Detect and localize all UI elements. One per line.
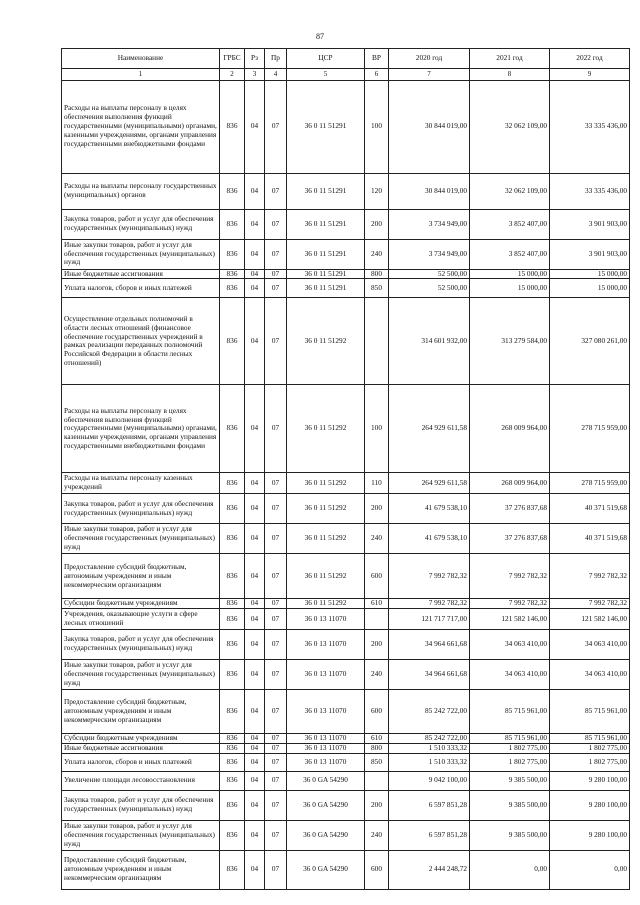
table-row — [62, 743, 630, 753]
amount-2020: 34 964 661,68 — [389, 629, 470, 659]
rz-cell: 04 — [245, 771, 265, 790]
column-number: 1 — [62, 69, 220, 81]
grbs-cell: 836 — [220, 80, 245, 173]
column-number-row — [62, 69, 630, 81]
table-row — [62, 790, 630, 820]
header-2022: 2022 год — [550, 49, 630, 69]
amount-2022: 33 335 436,00 — [550, 80, 630, 173]
amount-2022: 85 715 961,00 — [550, 733, 630, 743]
table-row — [62, 599, 630, 609]
grbs-cell: 836 — [220, 239, 245, 269]
table-row — [62, 850, 630, 889]
grbs-cell: 836 — [220, 173, 245, 209]
csr-cell: 36 0 11 51292 — [287, 494, 365, 524]
row-name: Предоставление субсидий бюджетным, автономным учреждениям и иным некоммерческим организациям — [62, 850, 220, 889]
pr-cell: 07 — [265, 269, 287, 279]
amount-2021: 37 276 837,68 — [470, 524, 550, 554]
row-name: Закупка товаров, работ и услуг для обеспечения государственных (муниципальных) нужд — [62, 494, 220, 524]
amount-2021: 1 802 775,00 — [470, 743, 550, 753]
table-row — [62, 385, 630, 473]
amount-2020: 264 929 611,58 — [389, 385, 470, 473]
table-row — [62, 609, 630, 630]
vr-cell: 600 — [365, 689, 389, 733]
rz-cell: 04 — [245, 609, 265, 630]
rz-cell: 04 — [245, 629, 265, 659]
grbs-cell: 836 — [220, 689, 245, 733]
pr-cell: 07 — [265, 659, 287, 689]
csr-cell: 36 0 13 11070 — [287, 733, 365, 743]
pr-cell: 07 — [265, 239, 287, 269]
page-number: 87 — [316, 32, 324, 41]
rz-cell: 04 — [245, 473, 265, 494]
csr-cell: 36 0 11 51291 — [287, 173, 365, 209]
amount-2021: 268 009 964,00 — [470, 473, 550, 494]
rz-cell: 04 — [245, 269, 265, 279]
pr-cell: 07 — [265, 173, 287, 209]
amount-2021: 9 385 500,00 — [470, 790, 550, 820]
amount-2020: 2 444 248,72 — [389, 850, 470, 889]
vr-cell: 240 — [365, 239, 389, 269]
pr-cell: 07 — [265, 609, 287, 630]
column-number: 3 — [245, 69, 265, 81]
amount-2021: 34 063 410,00 — [470, 659, 550, 689]
amount-2022: 9 280 100,00 — [550, 790, 630, 820]
row-name: Уплата налогов, сборов и иных платежей — [62, 279, 220, 298]
row-name: Расходы на выплаты персоналу в целях обеспечения выполнения функций государственными (муниципальными) органами, казенными учреждениями, органами управления государственными внебюджетными фондами — [62, 385, 220, 473]
amount-2021: 3 852 407,00 — [470, 239, 550, 269]
pr-cell: 07 — [265, 494, 287, 524]
row-name: Расходы на выплаты персоналу государственных (муниципальных) органов — [62, 173, 220, 209]
amount-2021: 7 992 782,32 — [470, 599, 550, 609]
pr-cell: 07 — [265, 209, 287, 239]
grbs-cell: 836 — [220, 820, 245, 850]
csr-cell: 36 0 GA 54290 — [287, 771, 365, 790]
table-row — [62, 269, 630, 279]
amount-2022: 1 802 775,00 — [550, 753, 630, 771]
grbs-cell: 836 — [220, 850, 245, 889]
pr-cell: 07 — [265, 850, 287, 889]
amount-2021: 15 000,00 — [470, 269, 550, 279]
amount-2022: 40 371 519,68 — [550, 524, 630, 554]
amount-2020: 314 601 932,00 — [389, 298, 470, 385]
csr-cell: 36 0 GA 54290 — [287, 790, 365, 820]
rz-cell: 04 — [245, 659, 265, 689]
rz-cell: 04 — [245, 554, 265, 599]
rz-cell: 04 — [245, 239, 265, 269]
rz-cell: 04 — [245, 733, 265, 743]
amount-2020: 121 717 717,00 — [389, 609, 470, 630]
row-name: Осуществление отдельных полномочий в области лесных отношений (финансовое обеспечение государственных учреждений в рамках реализации переданных полномочий Российской Федерации в области лесных отношений) — [62, 298, 220, 385]
column-number: 9 — [550, 69, 630, 81]
amount-2021: 85 715 961,00 — [470, 689, 550, 733]
amount-2021: 32 062 109,00 — [470, 80, 550, 173]
row-name: Иные бюджетные ассигнования — [62, 269, 220, 279]
amount-2020: 34 964 661,68 — [389, 659, 470, 689]
pr-cell: 07 — [265, 753, 287, 771]
csr-cell: 36 0 11 51292 — [287, 599, 365, 609]
csr-cell: 36 0 13 11070 — [287, 629, 365, 659]
pr-cell: 07 — [265, 790, 287, 820]
amount-2022: 7 992 782,32 — [550, 554, 630, 599]
pr-cell: 07 — [265, 599, 287, 609]
rz-cell: 04 — [245, 850, 265, 889]
table-row — [62, 753, 630, 771]
grbs-cell: 836 — [220, 599, 245, 609]
header-vr: ВР — [365, 49, 389, 69]
amount-2021: 34 063 410,00 — [470, 629, 550, 659]
vr-cell: 600 — [365, 554, 389, 599]
vr-cell: 800 — [365, 743, 389, 753]
csr-cell: 36 0 11 51291 — [287, 80, 365, 173]
csr-cell: 36 0 13 11070 — [287, 689, 365, 733]
amount-2020: 6 597 851,28 — [389, 790, 470, 820]
amount-2021: 85 715 961,00 — [470, 733, 550, 743]
table-row — [62, 554, 630, 599]
rz-cell: 04 — [245, 209, 265, 239]
amount-2020: 1 510 333,32 — [389, 743, 470, 753]
pr-cell: 07 — [265, 743, 287, 753]
amount-2020: 7 992 782,32 — [389, 554, 470, 599]
vr-cell: 240 — [365, 820, 389, 850]
row-name: Субсидии бюджетным учреждениям — [62, 733, 220, 743]
amount-2020: 41 679 538,10 — [389, 524, 470, 554]
column-number: 2 — [220, 69, 245, 81]
amount-2021: 32 062 109,00 — [470, 173, 550, 209]
amount-2021: 3 852 407,00 — [470, 209, 550, 239]
amount-2022: 9 280 100,00 — [550, 771, 630, 790]
column-number: 7 — [389, 69, 470, 81]
vr-cell: 610 — [365, 733, 389, 743]
table-row — [62, 820, 630, 850]
amount-2021: 1 802 775,00 — [470, 753, 550, 771]
pr-cell: 07 — [265, 385, 287, 473]
vr-cell: 100 — [365, 385, 389, 473]
csr-cell: 36 0 11 51291 — [287, 279, 365, 298]
column-number: 8 — [470, 69, 550, 81]
csr-cell: 36 0 GA 54290 — [287, 850, 365, 889]
amount-2022: 278 715 959,00 — [550, 473, 630, 494]
pr-cell: 07 — [265, 771, 287, 790]
row-name: Расходы на выплаты персоналу казенных учреждений — [62, 473, 220, 494]
rz-cell: 04 — [245, 689, 265, 733]
header-row — [62, 49, 630, 69]
grbs-cell: 836 — [220, 279, 245, 298]
row-name: Иные закупки товаров, работ и услуг для обеспечения государственных (муниципальных) нужд — [62, 820, 220, 850]
amount-2022: 33 335 436,00 — [550, 173, 630, 209]
rz-cell: 04 — [245, 80, 265, 173]
csr-cell: 36 0 13 11070 — [287, 743, 365, 753]
table-row — [62, 298, 630, 385]
amount-2022: 7 992 782,32 — [550, 599, 630, 609]
table-row — [62, 659, 630, 689]
pr-cell: 07 — [265, 554, 287, 599]
table-row — [62, 473, 630, 494]
pr-cell: 07 — [265, 820, 287, 850]
grbs-cell: 836 — [220, 524, 245, 554]
pr-cell: 07 — [265, 473, 287, 494]
table-row — [62, 524, 630, 554]
header-2020: 2020 год — [389, 49, 470, 69]
grbs-cell: 836 — [220, 298, 245, 385]
amount-2020: 9 042 100,00 — [389, 771, 470, 790]
csr-cell: 36 0 11 51292 — [287, 298, 365, 385]
amount-2020: 7 992 782,32 — [389, 599, 470, 609]
amount-2020: 85 242 722,00 — [389, 689, 470, 733]
row-name: Иные закупки товаров, работ и услуг для обеспечения государственных (муниципальных) нужд — [62, 524, 220, 554]
row-name: Иные закупки товаров, работ и услуг для обеспечения государственных (муниципальных) нужд — [62, 659, 220, 689]
grbs-cell: 836 — [220, 269, 245, 279]
row-name: Предоставление субсидий бюджетным, автономным учреждениям и иным некоммерческим организациям — [62, 689, 220, 733]
header-grbs: ГРБС — [220, 49, 245, 69]
vr-cell: 850 — [365, 279, 389, 298]
csr-cell: 36 0 11 51291 — [287, 239, 365, 269]
pr-cell: 07 — [265, 689, 287, 733]
grbs-cell: 836 — [220, 554, 245, 599]
grbs-cell: 836 — [220, 790, 245, 820]
amount-2020: 264 929 611,58 — [389, 473, 470, 494]
table-row — [62, 80, 630, 173]
rz-cell: 04 — [245, 753, 265, 771]
pr-cell: 07 — [265, 629, 287, 659]
column-number: 5 — [287, 69, 365, 81]
column-number: 4 — [265, 69, 287, 81]
amount-2022: 3 901 903,00 — [550, 239, 630, 269]
amount-2020: 1 510 333,32 — [389, 753, 470, 771]
amount-2021: 9 385 500,00 — [470, 771, 550, 790]
grbs-cell: 836 — [220, 209, 245, 239]
amount-2020: 3 734 949,00 — [389, 209, 470, 239]
vr-cell — [365, 298, 389, 385]
vr-cell: 200 — [365, 790, 389, 820]
vr-cell: 800 — [365, 269, 389, 279]
rz-cell: 04 — [245, 820, 265, 850]
amount-2022: 278 715 959,00 — [550, 385, 630, 473]
amount-2021: 9 385 500,00 — [470, 820, 550, 850]
csr-cell: 36 0 11 51292 — [287, 554, 365, 599]
row-name: Закупка товаров, работ и услуг для обеспечения государственных (муниципальных) нужд — [62, 790, 220, 820]
amount-2022: 9 280 100,00 — [550, 820, 630, 850]
row-name: Уплата налогов, сборов и иных платежей — [62, 753, 220, 771]
amount-2021: 121 582 146,00 — [470, 609, 550, 630]
header-csr: ЦСР — [287, 49, 365, 69]
grbs-cell: 836 — [220, 609, 245, 630]
table-row — [62, 494, 630, 524]
vr-cell — [365, 609, 389, 630]
grbs-cell: 836 — [220, 659, 245, 689]
rz-cell: 04 — [245, 494, 265, 524]
csr-cell: 36 0 11 51291 — [287, 209, 365, 239]
amount-2021: 37 276 837,68 — [470, 494, 550, 524]
rz-cell: 04 — [245, 385, 265, 473]
csr-cell: 36 0 11 51291 — [287, 269, 365, 279]
rz-cell: 04 — [245, 524, 265, 554]
vr-cell: 120 — [365, 173, 389, 209]
vr-cell: 200 — [365, 209, 389, 239]
grbs-cell: 836 — [220, 753, 245, 771]
amount-2020: 30 844 019,00 — [389, 80, 470, 173]
row-name: Увеличение площади лесовосстановления — [62, 771, 220, 790]
pr-cell: 07 — [265, 279, 287, 298]
amount-2020: 52 500,00 — [389, 269, 470, 279]
grbs-cell: 836 — [220, 743, 245, 753]
grbs-cell: 836 — [220, 494, 245, 524]
pr-cell: 07 — [265, 298, 287, 385]
pr-cell: 07 — [265, 733, 287, 743]
vr-cell — [365, 771, 389, 790]
header-name: Наименование — [62, 49, 220, 69]
amount-2021: 0,00 — [470, 850, 550, 889]
vr-cell: 110 — [365, 473, 389, 494]
table-row — [62, 209, 630, 239]
row-name: Предоставление субсидий бюджетным, автономным учреждениям и иным некоммерческим организациям — [62, 554, 220, 599]
row-name: Учреждения, оказывающие услуги в сфере лесных отношений — [62, 609, 220, 630]
vr-cell: 240 — [365, 659, 389, 689]
vr-cell: 200 — [365, 494, 389, 524]
pr-cell: 07 — [265, 80, 287, 173]
amount-2021: 7 992 782,32 — [470, 554, 550, 599]
grbs-cell: 836 — [220, 473, 245, 494]
header-rz: Рз — [245, 49, 265, 69]
rz-cell: 04 — [245, 743, 265, 753]
csr-cell: 36 0 GA 54290 — [287, 820, 365, 850]
amount-2021: 15 000,00 — [470, 279, 550, 298]
rz-cell: 04 — [245, 790, 265, 820]
rz-cell: 04 — [245, 173, 265, 209]
vr-cell: 200 — [365, 629, 389, 659]
amount-2022: 34 063 410,00 — [550, 629, 630, 659]
csr-cell: 36 0 13 11070 — [287, 753, 365, 771]
pr-cell: 07 — [265, 524, 287, 554]
amount-2020: 52 500,00 — [389, 279, 470, 298]
amount-2020: 41 679 538,10 — [389, 494, 470, 524]
amount-2020: 6 597 851,28 — [389, 820, 470, 850]
amount-2021: 313 279 584,00 — [470, 298, 550, 385]
vr-cell: 240 — [365, 524, 389, 554]
header-pr: Пр — [265, 49, 287, 69]
table-row — [62, 239, 630, 269]
header-2021: 2021 год — [470, 49, 550, 69]
amount-2022: 40 371 519,68 — [550, 494, 630, 524]
amount-2022: 3 901 903,00 — [550, 209, 630, 239]
grbs-cell: 836 — [220, 385, 245, 473]
grbs-cell: 836 — [220, 771, 245, 790]
amount-2020: 85 242 722,00 — [389, 733, 470, 743]
vr-cell: 100 — [365, 80, 389, 173]
grbs-cell: 836 — [220, 629, 245, 659]
row-name: Закупка товаров, работ и услуг для обеспечения государственных (муниципальных) нужд — [62, 209, 220, 239]
csr-cell: 36 0 11 51292 — [287, 524, 365, 554]
grbs-cell: 836 — [220, 733, 245, 743]
amount-2022: 34 063 410,00 — [550, 659, 630, 689]
amount-2022: 0,00 — [550, 850, 630, 889]
table-row — [62, 279, 630, 298]
row-name: Закупка товаров, работ и услуг для обеспечения государственных (муниципальных) нужд — [62, 629, 220, 659]
row-name: Субсидии бюджетным учреждениям — [62, 599, 220, 609]
rz-cell: 04 — [245, 298, 265, 385]
amount-2020: 3 734 949,00 — [389, 239, 470, 269]
amount-2022: 15 000,00 — [550, 269, 630, 279]
table-row — [62, 771, 630, 790]
vr-cell: 850 — [365, 753, 389, 771]
csr-cell: 36 0 11 51292 — [287, 473, 365, 494]
row-name: Иные бюджетные ассигнования — [62, 743, 220, 753]
vr-cell: 600 — [365, 850, 389, 889]
vr-cell: 610 — [365, 599, 389, 609]
budget-table — [61, 48, 630, 890]
table-row — [62, 689, 630, 733]
rz-cell: 04 — [245, 279, 265, 298]
rz-cell: 04 — [245, 599, 265, 609]
amount-2022: 1 802 775,00 — [550, 743, 630, 753]
table-row — [62, 173, 630, 209]
amount-2022: 327 080 261,00 — [550, 298, 630, 385]
table-row — [62, 629, 630, 659]
amount-2021: 268 009 964,00 — [470, 385, 550, 473]
csr-cell: 36 0 11 51292 — [287, 385, 365, 473]
csr-cell: 36 0 13 11070 — [287, 609, 365, 630]
amount-2022: 15 000,00 — [550, 279, 630, 298]
amount-2022: 85 715 961,00 — [550, 689, 630, 733]
amount-2020: 30 844 019,00 — [389, 173, 470, 209]
column-number: 6 — [365, 69, 389, 81]
row-name: Расходы на выплаты персоналу в целях обеспечения выполнения функций государственными (муниципальными) органами, казенными учреждениями, органами управления государственными внебюджетными фондами — [62, 80, 220, 173]
amount-2022: 121 582 146,00 — [550, 609, 630, 630]
table-row — [62, 733, 630, 743]
csr-cell: 36 0 13 11070 — [287, 659, 365, 689]
row-name: Иные закупки товаров, работ и услуг для обеспечения государственных (муниципальных) нужд — [62, 239, 220, 269]
